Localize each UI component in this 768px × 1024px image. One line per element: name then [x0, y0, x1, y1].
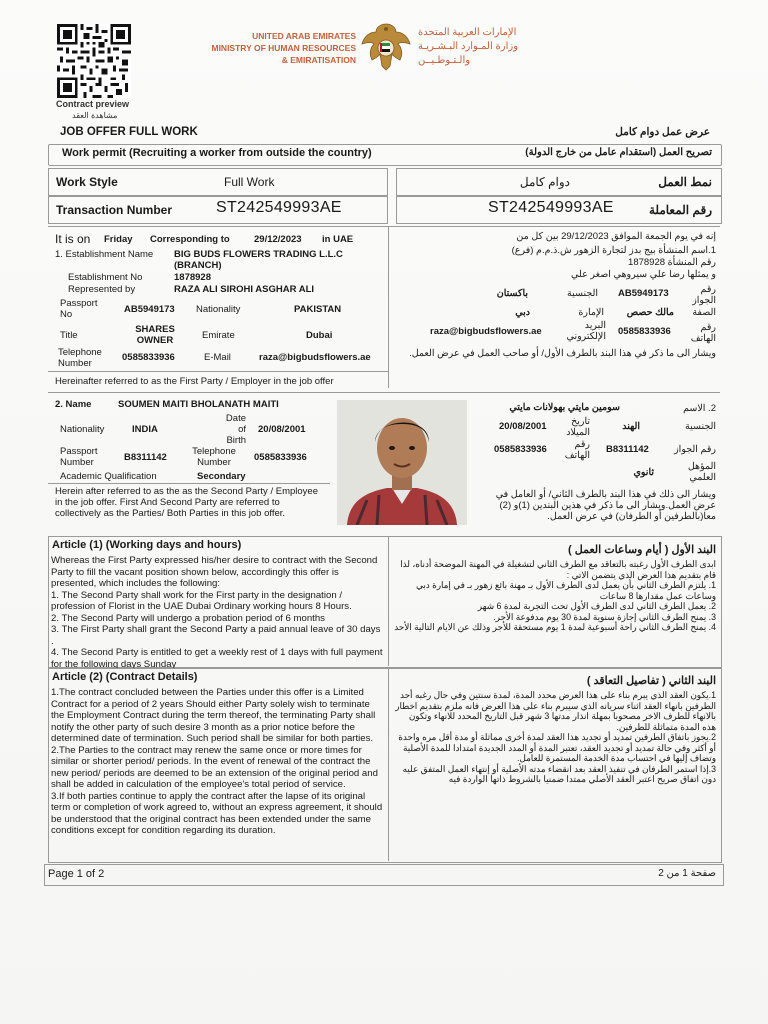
first-party-footer-ar: ويشار الى ما ذكر في هذا البند بالطرف الأول/ أو صاحب العمل في عرض العمل.: [409, 348, 716, 359]
sp-nationality-label-ar: الجنسية: [685, 421, 716, 432]
it-is-on-label: It is on: [55, 232, 91, 246]
contract-date: 29/12/2023: [254, 234, 302, 245]
sp-qualification-value: Secondary: [197, 471, 246, 482]
sp-qual-value-ar: ثانوي: [633, 467, 654, 478]
title-label-ar: الصفة: [692, 307, 716, 318]
article1-title: Article (1) (Working days and hours): [52, 539, 242, 551]
est-no-value: 1878928: [174, 272, 211, 283]
first-party-ar-line2: 1.اسم المنشأة بيج بدز لتجارة الزهور ش.ذ.م.م (فرع): [511, 245, 716, 256]
represented-value: RAZA ALI SIROHI ASGHAR ALI: [174, 284, 315, 295]
nationality-label: Nationality: [196, 304, 241, 315]
day-value: Friday: [104, 234, 133, 245]
first-party-footer-divider: [48, 371, 388, 372]
article2-separator: [388, 668, 389, 861]
sp-telephone-label: Telephone Number: [192, 446, 236, 468]
telephone-label: Telephone Number: [58, 347, 102, 369]
sp-phone-label-ar: رقم الهاتف: [564, 439, 590, 461]
transaction-label: Transaction Number: [56, 203, 173, 217]
transaction-label-ar: رقم المعاملة: [648, 203, 712, 217]
article2-text: 1.The contract concluded between the Parties under this offer is a Limited Contract for a period of 2 years Should either Party solely wish to terminate the Employment Contract during the term thereof, the terminating Party shall notify the other party of such desire 3 month as a prior notice before the determined date of termination. Such period shall be similar for both parties. 2.The Parties to the contract may renew the same once or more times for similar or shorter period/ periods. In the event of renewal of the contract the new period/ periods are deemed to be an extension of the original period and shall be added in calculation of the employee's total period of service. 3.If both parties continue to apply the contract after the lapse of its original term or completion of work agreed to, without an express agreement, it should be understood that the original contract has been extended under the same conditions except for condition regarding its duration.: [51, 687, 383, 836]
transaction-number: ST242549993AE: [216, 199, 342, 216]
second-party-footer-divider: [48, 483, 330, 484]
qr-code-icon: [57, 24, 131, 98]
emirate-label-ar: الإمارة: [578, 307, 604, 318]
title-label: Title: [60, 330, 78, 341]
work-style-label: Work Style: [56, 175, 118, 189]
sp-phone-value-ar: 0585833936: [494, 444, 547, 455]
first-party-ar-line1: إنه في يوم الجمعة الموافق 29/12/2023 بين كل من: [516, 231, 716, 242]
second-party-name-label: 2. Name: [55, 399, 92, 410]
page-number-ar: صفحة 1 من 2: [658, 868, 716, 879]
ministry-name-ar: الإمارات العربية المتحدة وزارة المـوارد البـشـريـة والـتـوطـيــن: [418, 27, 519, 66]
page-number: Page 1 of 2: [48, 868, 105, 880]
sp-dob-value-ar: 20/08/2001: [499, 421, 547, 432]
second-party-name-ar: سومين مايتي بهولانات مايتي: [509, 402, 620, 413]
first-party-ar-line3: رقم المنشأة 1878928: [628, 257, 716, 268]
email-value: raza@bigbudsflowers.ae: [259, 352, 371, 363]
sp-dob-value: 20/08/2001: [258, 424, 306, 435]
second-party-name-label-ar: 2. الاسم: [683, 403, 716, 414]
emirate-value: Dubai: [306, 330, 333, 341]
nationality-label-ar: الجنسية: [567, 288, 598, 299]
title-value-ar: مالك حصص: [626, 307, 674, 318]
article1-text: Whereas the First Party expressed his/her desire to contract with the Second Party to fill the vacant position shown below, accordingly this offer is presented, which includes the following: 1. The Second Party shall work for the First party in the designation / profession of Florist in the UAE Dubai Ordinary working hours 8 Hours. 2. The Second Party will undergo a probation period of 6 months 3. The First Party shall grant the Second Party a paid annual leave of 30 days . 4. The Second Party is entitled to get a weekly rest of 1 days with full payment for the following days Sunday: [51, 555, 383, 670]
work-style-value: Full Work: [224, 175, 275, 189]
nationality-value: PAKISTAN: [294, 304, 342, 315]
nationality-value-ar: باكستان: [496, 288, 528, 299]
telephone-value: 0585833936: [122, 352, 175, 363]
phone-value-ar: 0585833936: [618, 326, 671, 337]
phone-label-ar: رقم الهاتف: [690, 322, 716, 344]
contract-preview-label: Contract preview: [56, 99, 130, 109]
document-title-ar: عرض عمل دوام كامل: [615, 126, 710, 138]
article2-title: Article (2) (Contract Details): [52, 671, 198, 683]
contract-preview-label-ar: مشاهدة العقد: [72, 111, 118, 120]
second-party-footer-ar: ويشار الى ذلك في هذا البند بالطرف الثاني/ أو العامل في عرض العمل.ويشار الى ما ذكر في هذين البندين (1)و (2) معا(بالطرفين أو الطرفان) في عرض العمل.: [495, 489, 716, 522]
transaction-number-ar: ST242549993AE: [488, 199, 614, 216]
sp-qualification-label: Academic Qualification: [60, 471, 157, 482]
work-style-value-ar: دوام كامل: [519, 175, 570, 189]
work-permit-label-ar: تصريح العمل (استقدام عامل من خارج الدولة): [525, 147, 712, 158]
represented-label: Represented by: [68, 284, 136, 295]
sp-dob-label-ar: تاريخ الميلاد: [566, 416, 590, 438]
uae-emblem-icon: [360, 18, 412, 74]
sp-passport-value: B8311142: [124, 452, 167, 463]
sp-nationality-label: Nationality: [60, 424, 105, 435]
emirate-label: Emirate: [202, 330, 235, 341]
employee-photo: [337, 400, 467, 525]
passport-label: Passport No: [60, 298, 98, 320]
first-party-ar-line4: و يمثلها رضا علي سيروهي اصغر علي: [571, 269, 716, 280]
sp-nationality-value: INDIA: [132, 424, 158, 435]
first-party-footer: Hereinafter referred to as the First Party / Employer in the job offer: [55, 376, 334, 387]
sp-passport-label-ar: رقم الجواز: [674, 444, 716, 455]
corresponding-label: Corresponding to: [150, 234, 230, 245]
ministry-name-en: UNITED ARAB EMIRATES MINISTRY OF HUMAN RESOURCES & EMIRATISATION: [211, 31, 356, 65]
establishment-name: BIG BUDS FLOWERS TRADING L.L.C (BRANCH): [174, 249, 343, 271]
article1-text-ar: ابدى الطرف الأول رغبته بالتعاقد مع الطرف الثاني لتشغيلة في المهنة الموضحة أدناه، لذا قام بتقديم هذا العرض الذي يتضمن الاتي : 1. يلتزم الطرف الثاني بأن يعمل لدى الطرف الأول بـ مهنة بائع زهور بـ في إمارة دبي وساعات عمل مقدارها 8 ساعات 2. يعمل الطرف الثاني لدى الطرف الأول تحت التجربة لمدة 6 شهر 3. يمنح الطرف الثاني إجازة سنوية لمدة 30 يوم مدفوعة الأجر. 4. يمنح الطرف الثاني راحة أسبوعية لمدة 1 يوم مستحقة للأجر وذلك عن الايام التالية الأحد: [394, 559, 716, 632]
second-party-footer: Herein after referred to as the as the Second Party / Employee in the job offer. First And Second Party are referred to collectively as the Parties/ Both Parties in this job offer.: [55, 486, 318, 519]
title-value: SHARES OWNER: [135, 324, 175, 346]
establishment-label: 1. Establishment Name: [55, 249, 154, 260]
work-style-label-ar: نمط العمل: [658, 175, 712, 189]
sp-passport-label: Passport Number: [60, 446, 98, 468]
second-party-name: SOUMEN MAITI BHOLANATH MAITI: [118, 399, 279, 410]
second-party-divider: [48, 392, 720, 393]
emirate-value-ar: دبي: [515, 307, 530, 318]
sp-dob-label: Date of Birth: [225, 413, 246, 446]
passport-value-ar: AB5949173: [618, 288, 669, 299]
article1-title-ar: البند الأول ( أيام وساعات العمل ): [568, 544, 716, 556]
sp-telephone-value: 0585833936: [254, 452, 307, 463]
article2-text-ar: 1.يكون العقد الذي يبرم بناء على هذا العرض محدد المدة، لمدة سنتين وفي حال رغبه أحد الطرفين بانهاء العقد اثناء سريانه الذي سيبرم بناء على هذا العرض فانه ملزم بتقديم اخطار بالانهاء للطرف الاخر مصحوبا بمهلة انذار مدتها 3 شهر قبل التاريخ المحدد للانهاء وتكون هذه المدة متماثلة للطرفين. 2.يجوز باتفاق الطرفين تمديد أو تجديد هذا العقد لمدة أخرى مماثلة أو مدة أقل مره واحدة أو أكثر وفي حالة تمديد أو تجديد العقد، تعتبر المدة أو المدد الجديدة امتدادا للمدة الأصلية وتضاف إليها في احتساب مدة الخدمة المستمرة للعامل. 3.إذا استمر الطرفان في تنفيذ العقد بعد انقضاء مدته الأصلية أو إنتهاء العمل المتفق عليه دون اتفاق صريح اعتبر العقد الأصلي ممتدا ضمنيا بالشروط ذاتها الواردة فيه: [395, 690, 716, 784]
passport-value: AB5949173: [124, 304, 175, 315]
first-party-divider: [48, 226, 720, 227]
sp-nationality-value-ar: الهند: [622, 421, 640, 432]
email-value-ar: raza@bigbudsflowers.ae: [430, 326, 542, 337]
work-permit-label: Work permit (Recruiting a worker from outside the country): [62, 147, 372, 159]
article2-title-ar: البند الثاني ( تفاصيل التعاقد ): [586, 675, 716, 687]
passport-label-ar: رقم الجواز: [692, 284, 716, 306]
first-party-separator: [388, 226, 389, 388]
est-no-label: Establishment No: [68, 272, 143, 283]
email-label-ar: البريد الإلكتروني: [566, 320, 606, 342]
article1-separator: [388, 536, 389, 666]
in-uae-label: in UAE: [322, 234, 354, 245]
sp-passport-value-ar: B8311142: [606, 444, 649, 455]
document-title: JOB OFFER FULL WORK: [60, 126, 198, 138]
email-label: E-Mail: [204, 352, 231, 363]
sp-qual-label-ar: المؤهل العلمي: [687, 461, 716, 483]
